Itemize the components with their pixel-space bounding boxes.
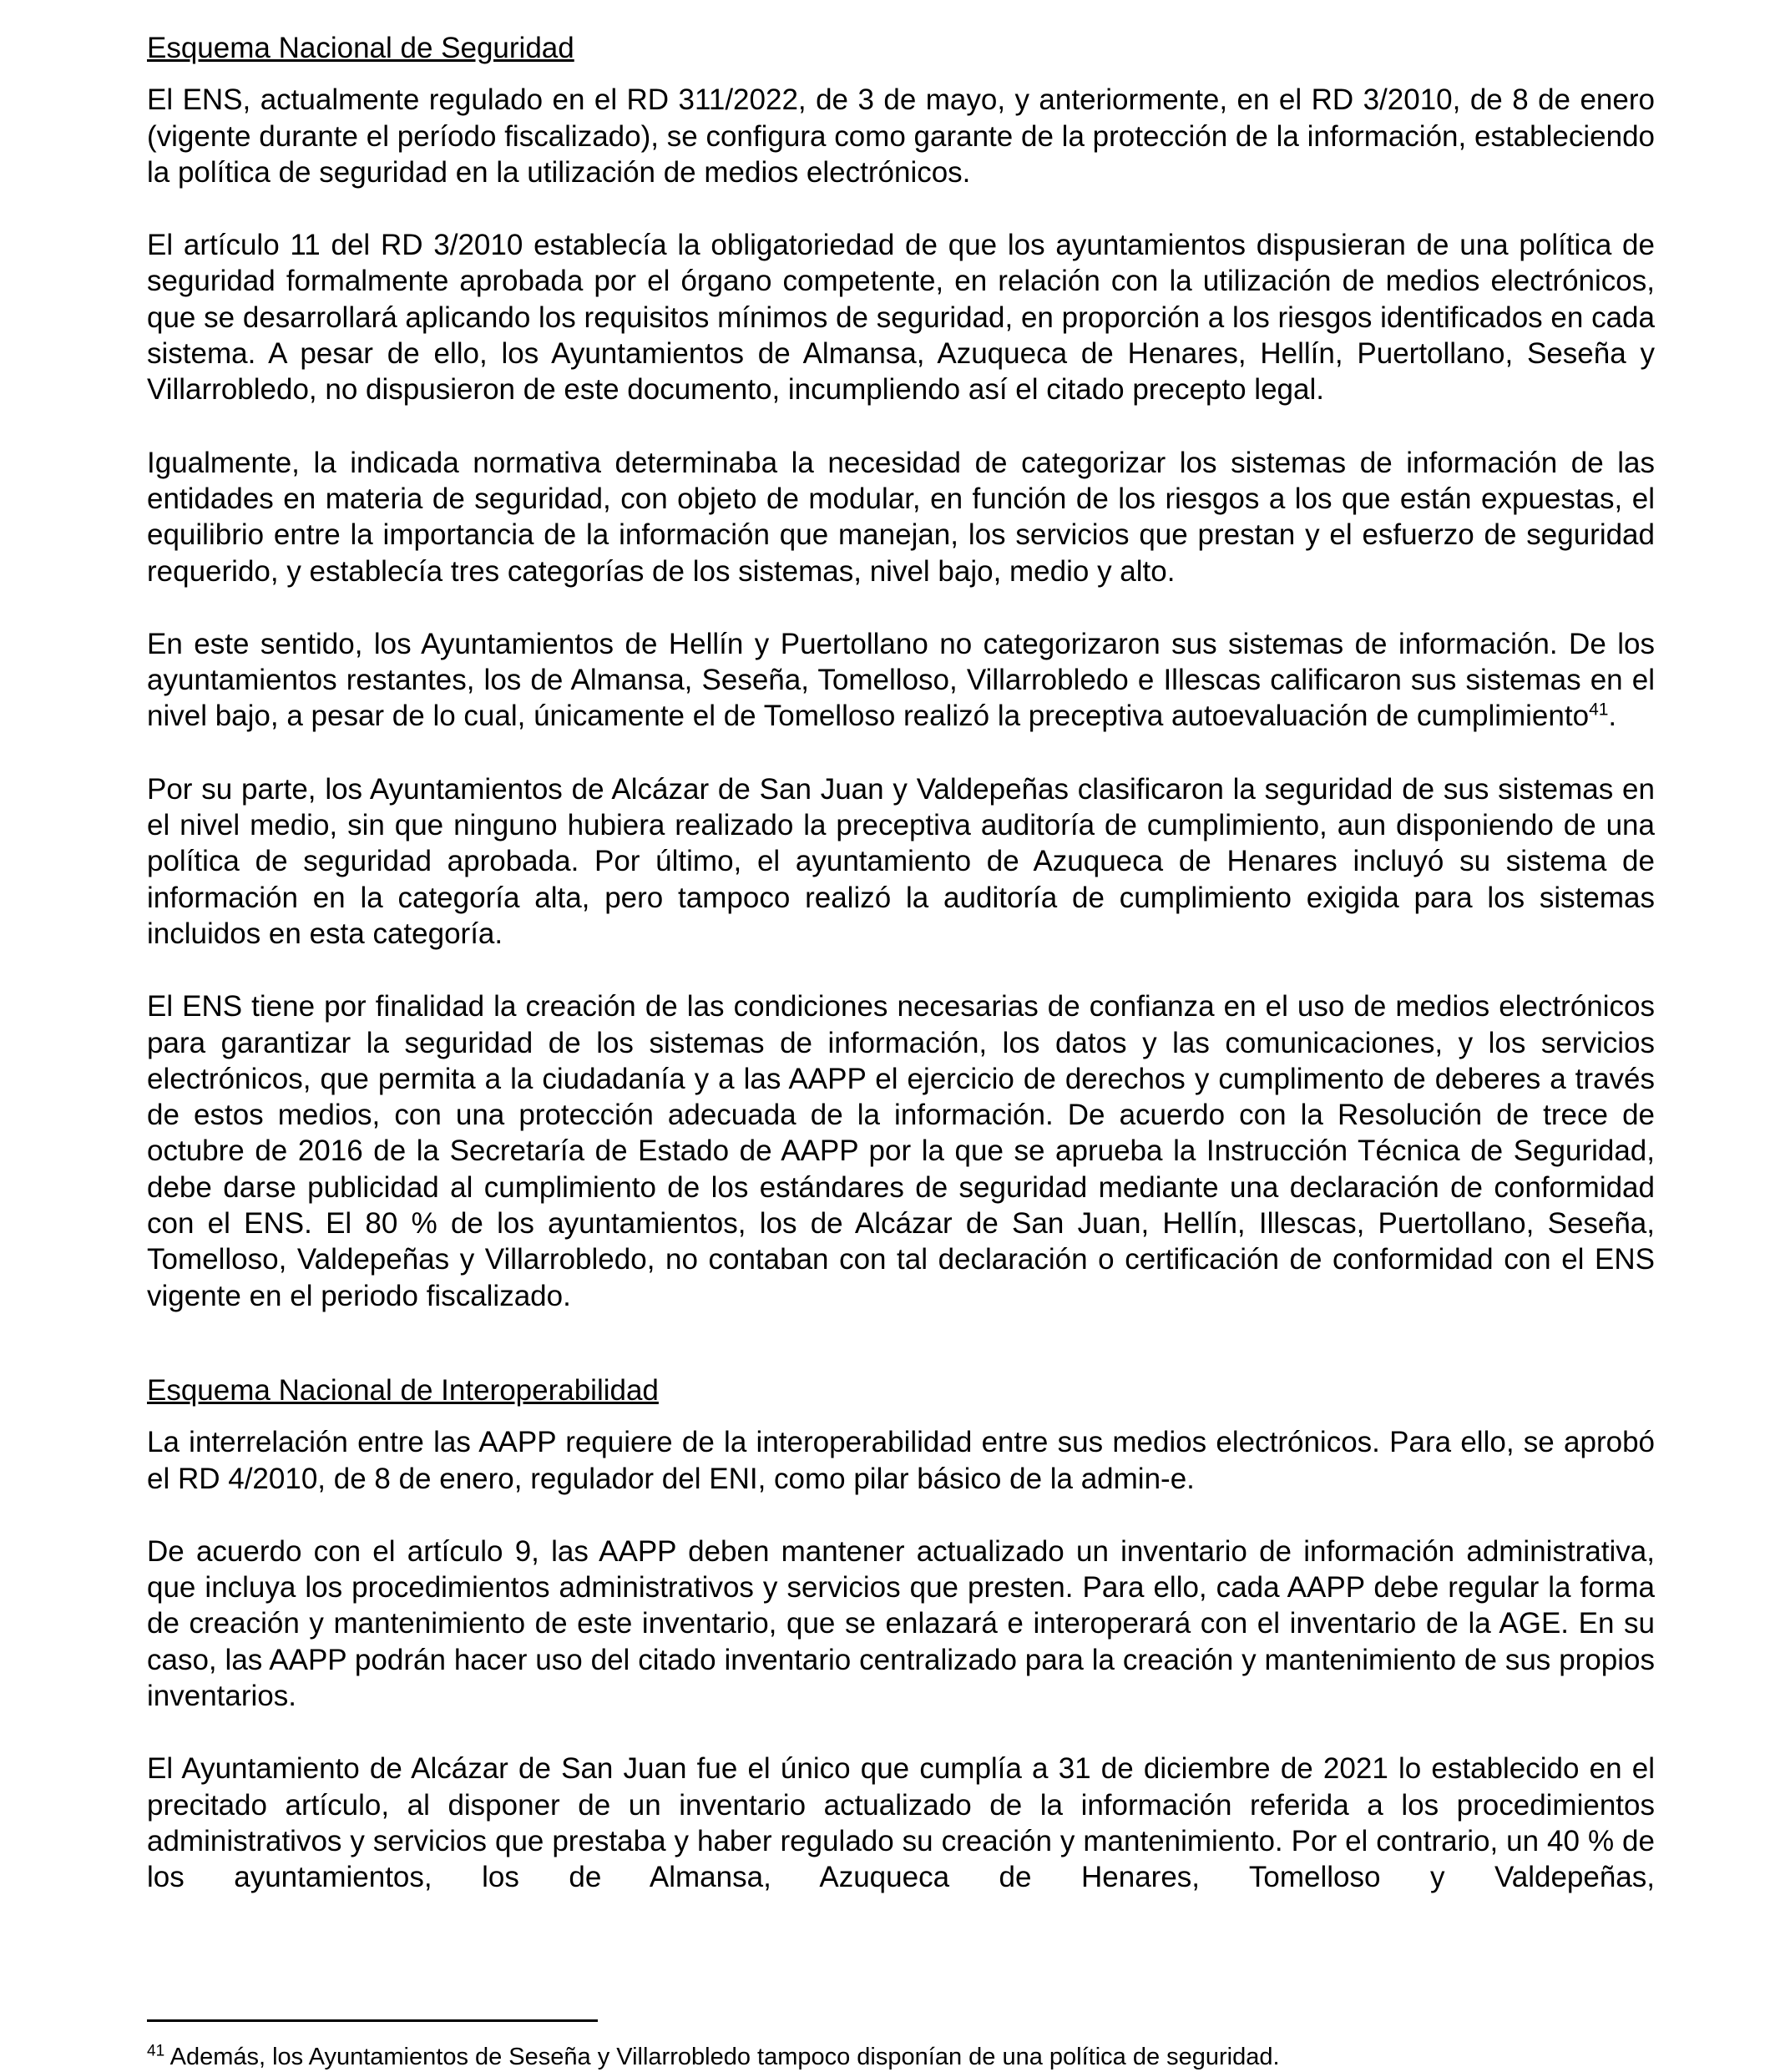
paragraph: De acuerdo con el artículo 9, las AAPP deben mantener actualizado un inventario de información administrativa, que incluya los procedimientos administrativos y servicios que presten. Para ello, cada AAPP debe regular la forma de creación y mantenimiento de este inventario, que se enlazará e interoperará con el inventario de la AGE. En su caso, las AAPP podrán hacer uso del citado inventario centralizado para la creación y mantenimiento de sus propios inventarios. [147,1534,1655,1712]
paragraph: El ENS, actualmente regulado en el RD 311/2022, de 3 de mayo, y anteriormente, en el RD 3/2010, de 8 de enero (vigente durante el período fiscalizado), se configura como garante de la protección de la información, estableciendo la política de seguridad en la utilización de medios electrónicos. [147,83,1655,189]
footnote-reference: 41 [1589,700,1609,720]
footnote-separator [147,2019,598,2022]
footnote-text: Además, los Ayuntamientos de Seseña y Villarrobledo tampoco disponían de una política de seguridad. [169,2044,1280,2070]
section-heading-eni: Esquema Nacional de Interoperabilidad [147,1373,659,1407]
section-heading-ens: Esquema Nacional de Seguridad [147,32,574,64]
paragraph [147,626,1655,735]
page-body [147,30,1655,1932]
paragraph: La interrelación entre las AAPP requiere de la interoperabilidad entre sus medios electrónicos. Para ello, se aprobó el RD 4/2010, de 8 de enero, regulador del ENI, como pilar básico de la admin-e. [147,1426,1655,1495]
paragraph: Igualmente, la indicada normativa determinaba la necesidad de categorizar los sistemas de información de las entidades en materia de seguridad, con objeto de modular, en función de los riesgos a los que están expuestas, el equilibrio entre la importancia de la información que manejan, los servicios que prestan y el esfuerzo de seguridad requerido, y establecía tres categorías de los sistemas, nivel bajo, medio y alto. [147,446,1655,588]
paragraph: El ENS tiene por finalidad la creación de las condiciones necesarias de confianza en el uso de medios electrónicos para garantizar la seguridad de los sistemas de información, los datos y las comunicaciones, y los servicios electrónicos, que permita a la ciudadanía y a las AAPP el ejercicio de derechos y cumplimento de deberes a través de estos medios, con una protección adecuada de la información. De acuerdo con la Resolución de trece de octubre de 2016 de la Secretaría de Estado de AAPP por la que se aprueba la Instrucción Técnica de Seguridad, debe darse publicidad al cumplimiento de los estándares de seguridad mediante una declaración de conformidad con el ENS. El 80 % de los ayuntamientos, los de Alcázar de San Juan, Hellín, Illescas, Puertollano, Seseña, Tomelloso, Valdepeñas y Villarrobledo, no contaban con tal declaración o certificación de conformidad con el ENS vigente en el periodo fiscalizado. [147,990,1655,1312]
footnote-number: 41 [147,2042,165,2060]
paragraph: El Ayuntamiento de Alcázar de San Juan fue el único que cumplía a 31 de diciembre de 2021 lo establecido en el precitado artículo, al disponer de un inventario actualizado de la información referida a los procedimientos administrativos y servicios que prestaba y haber regulado su creación y mantenimiento. Por el contrario, un 40 % de los ayuntamientos, los de Almansa, Azuqueca de Henares, Tomelloso y Valdepeñas, [147,1752,1655,1894]
paragraph-text-end: . [1608,700,1617,733]
footnote [147,2042,1280,2072]
paragraph: El artículo 11 del RD 3/2010 establecía la obligatoriedad de que los ayuntamientos dispusieran de una política de seguridad formalmente aprobada por el órgano competente, en relación con la utilización de medios electrónicos, que se desarrollará aplicando los requisitos mínimos de seguridad, en proporción a los riesgos identificados en cada sistema. A pesar de ello, los Ayuntamientos de Almansa, Azuqueca de Henares, Hellín, Puertollano, Seseña y Villarrobledo, no dispusieron de este documento, incumpliendo así el citado precepto legal. [147,229,1655,407]
paragraph-text: En este sentido, los Ayuntamientos de Hellín y Puertollano no categorizaron sus sistemas de información. De los ayuntamientos restantes, los de Almansa, Seseña, Tomelloso, Villarrobledo e Illescas calificaron sus sistemas en el nivel bajo, a pesar de lo cual, únicamente el de Tomelloso realizó la preceptiva autoevaluación de cumplimiento [147,627,1655,733]
paragraph: Por su parte, los Ayuntamientos de Alcázar de San Juan y Valdepeñas clasificaron la seguridad de sus sistemas en el nivel medio, sin que ninguno hubiera realizado la preceptiva auditoría de cumplimiento, aun disponiendo de una política de seguridad aprobada. Por último, el ayuntamiento de Azuqueca de Henares incluyó su sistema de información en la categoría alta, pero tampoco realizó la auditoría de cumplimiento exigida para los sistemas incluidos en esta categoría. [147,772,1655,950]
